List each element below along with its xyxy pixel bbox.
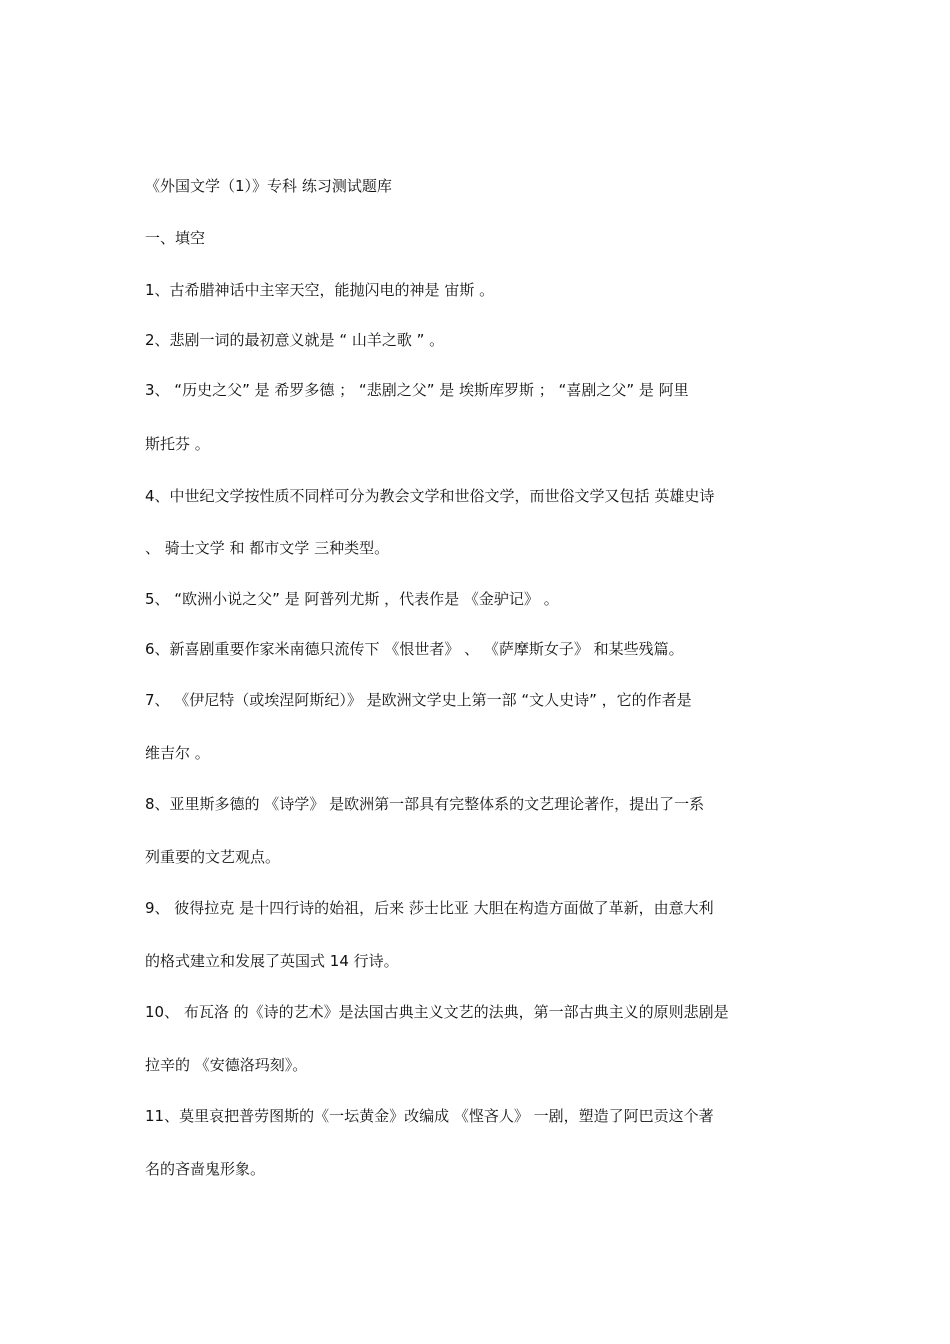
question-line: 3、 “历史之父” 是 希罗多德 ； “悲剧之父” 是 埃斯库罗斯 ； “喜剧之父” 是 阿里 bbox=[145, 381, 689, 399]
question-line: 7、 《伊尼特（或埃涅阿斯纪）》 是欧洲文学史上第一部 “文人史诗” ，它的作者是 bbox=[145, 691, 692, 709]
question-line: 1、古希腊神话中主宰天空，能抛闪电的神是 宙斯 。 bbox=[145, 281, 495, 299]
question-line: 11、莫里哀把普劳图斯的《一坛黄金》改编成 《悭吝人》 一剧，塑造了阿巴贡这个著 bbox=[145, 1107, 714, 1125]
question-line: 、 骑士文学 和 都市文学 三种类型。 bbox=[145, 539, 390, 557]
section-heading: 一、填空 bbox=[145, 229, 206, 247]
question-line: 9、 彼得拉克 是十四行诗的始祖，后来 莎士比亚 大胆在构造方面做了革新，由意大利 bbox=[145, 899, 714, 917]
question-line: 2、悲剧一词的最初意义就是 “ 山羊之歌 ” 。 bbox=[145, 331, 445, 349]
question-line: 8、亚里斯多德的 《诗学》 是欧洲第一部具有完整体系的文艺理论著作，提出了一系 bbox=[145, 795, 705, 813]
question-line: 4、中世纪文学按性质不同样可分为教会文学和世俗文学，而世俗文学又包括 英雄史诗 bbox=[145, 487, 715, 505]
document-title: 《外国文学（1）》专科 练习测试题库 bbox=[145, 177, 392, 195]
question-line: 维吉尔 。 bbox=[145, 744, 210, 762]
question-line: 10、 布瓦洛 的《诗的艺术》是法国古典主义文艺的法典，第一部古典主义的原则悲剧是 bbox=[145, 1003, 729, 1021]
question-line: 斯托芬 。 bbox=[145, 435, 210, 453]
question-line: 拉辛的 《安德洛玛刻》。 bbox=[145, 1056, 308, 1074]
question-line: 列重要的文艺观点。 bbox=[145, 848, 281, 866]
question-line: 6、新喜剧重要作家米南德只流传下 《恨世者》 、 《萨摩斯女子》 和某些残篇。 bbox=[145, 640, 684, 658]
question-line: 名的吝啬鬼形象。 bbox=[145, 1160, 266, 1178]
question-line: 的格式建立和发展了英国式 14 行诗。 bbox=[145, 952, 399, 970]
question-line: 5、 “欧洲小说之父” 是 阿普列尤斯 ，代表作是 《金驴记》 。 bbox=[145, 590, 559, 608]
